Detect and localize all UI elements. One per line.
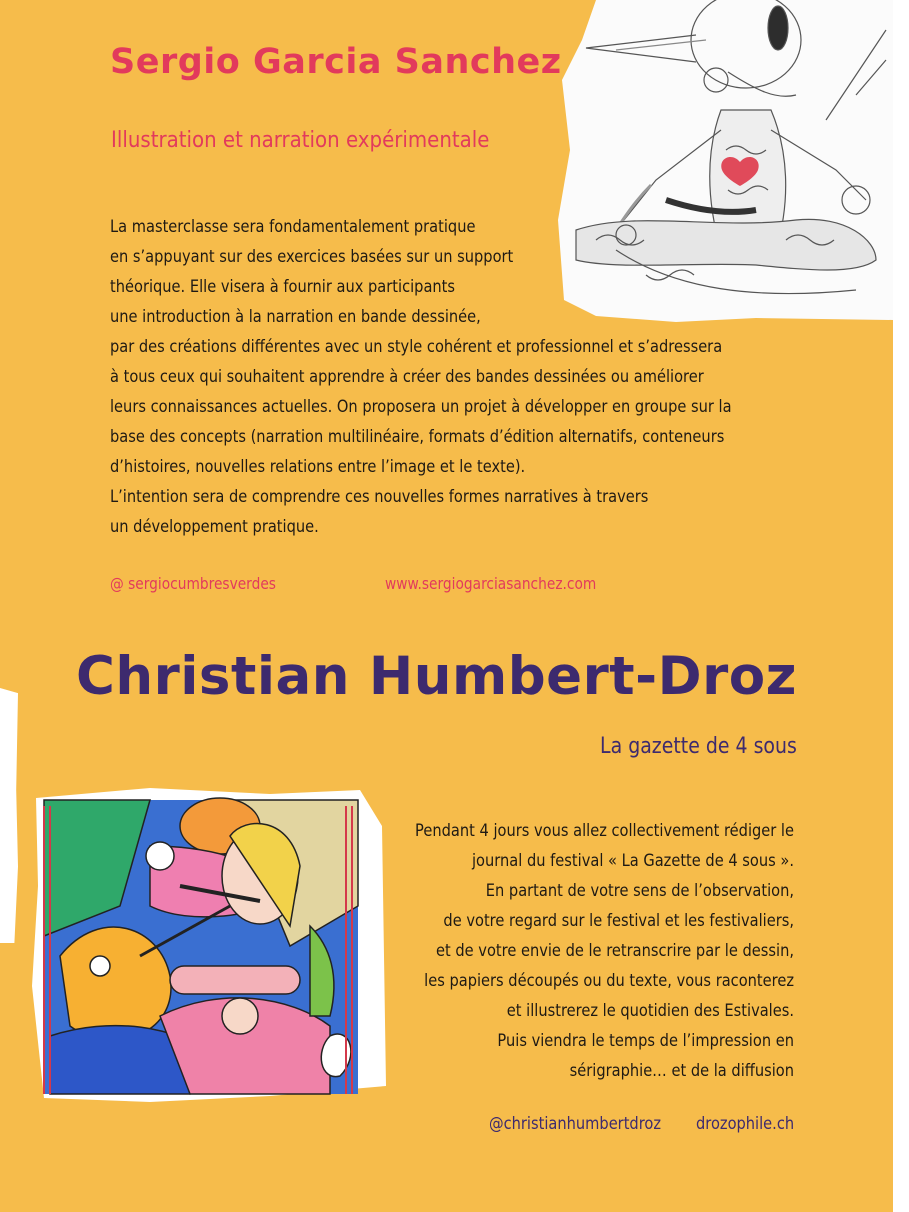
- christian-description-line: sérigraphie… et de la diffusion: [569, 1061, 794, 1081]
- christian-name: Christian Humbert-Droz: [76, 646, 797, 707]
- christian-description-line: En partant de votre sens de l’observation,: [485, 881, 794, 901]
- sergio-description-line: d’histoires, nouvelles relations entre l’image et le texte).: [110, 457, 526, 477]
- christian-description: [334, 816, 794, 1086]
- christian-instagram-link[interactable]: @christianhumbertdroz: [488, 1114, 661, 1134]
- sergio-name: Sergio Garcia Sanchez: [110, 42, 562, 82]
- sergio-website-link[interactable]: www.sergiogarciasanchez.com: [385, 574, 597, 593]
- sergio-description-line: leurs connaissances actuelles. On proposera un projet à développer en groupe sur la: [110, 397, 732, 417]
- sergio-description-line: La masterclasse sera fondamentalement pratique: [110, 217, 476, 237]
- christian-description-line: et de votre envie de le retranscrire par le dessin,: [435, 941, 794, 961]
- sergio-description-line: un développement pratique.: [110, 517, 319, 537]
- sergio-description-line: base des concepts (narration multilinéaire, formats d’édition alternatifs, conteneurs: [110, 427, 725, 447]
- christian-subtitle: La gazette de 4 sous: [600, 734, 797, 759]
- christian-website-link[interactable]: drozophile.ch: [695, 1114, 794, 1134]
- sergio-subtitle: Illustration et narration expérimentale: [111, 128, 490, 153]
- torn-paper-scrap: [0, 688, 18, 943]
- christian-description-line: journal du festival « La Gazette de 4 sous ».: [471, 851, 794, 871]
- christian-description-line: les papiers découpés ou du texte, vous raconterez: [424, 971, 794, 991]
- sergio-description-line: à tous ceux qui souhaitent apprendre à créer des bandes dessinées ou améliorer: [110, 367, 704, 387]
- sergio-description-line: une introduction à la narration en bande dessinée,: [110, 307, 481, 327]
- christian-description-line: Pendant 4 jours vous allez collectivement rédiger le: [415, 821, 794, 841]
- sergio-description: [110, 212, 810, 542]
- christian-description-line: et illustrerez le quotidien des Estivales.: [506, 1001, 794, 1021]
- sergio-description-line: théorique. Elle visera à fournir aux participants: [110, 277, 456, 297]
- sergio-description-line: par des créations différentes avec un style cohérent et professionnel et s’adressera: [110, 337, 723, 357]
- christian-description-line: Puis viendra le temps de l’impression en: [497, 1031, 794, 1051]
- christian-description-line: de votre regard sur le festival et les festivaliers,: [443, 911, 794, 931]
- sergio-instagram-link[interactable]: @ sergiocumbresverdes: [110, 574, 276, 593]
- page-edge: [893, 0, 909, 1212]
- sergio-description-line: en s’appuyant sur des exercices basées sur un support: [110, 247, 514, 267]
- sergio-description-line: L’intention sera de comprendre ces nouvelles formes narratives à travers: [110, 487, 649, 507]
